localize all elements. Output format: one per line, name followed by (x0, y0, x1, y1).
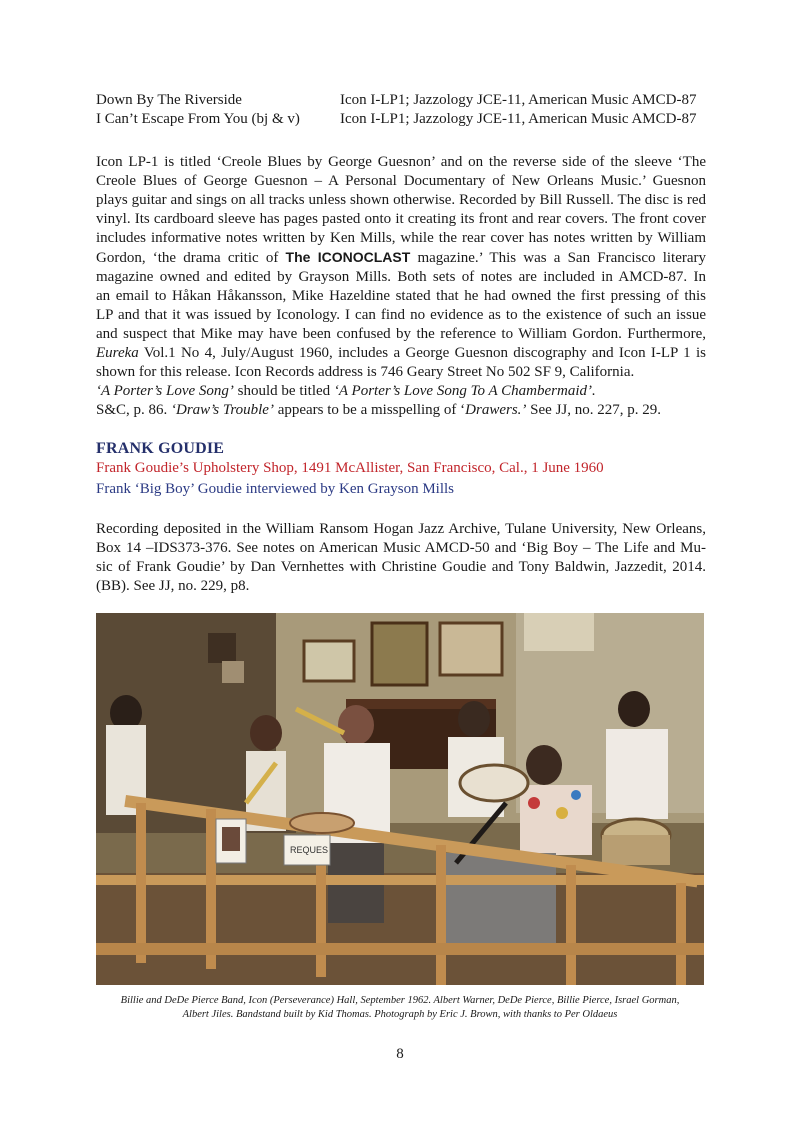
track-row (96, 91, 706, 110)
text-fragment: See JJ, no. 227, p. 29. (530, 402, 662, 418)
text-line (96, 382, 706, 401)
text-fragment: Vol.1 No 4, July/August 1960, includes a George Guesnon discography and Icon I-LP 1 is (143, 345, 706, 361)
text-line: plays guitar and sings on all tracks unless shown otherwise. Recorded by Bill Russell. The disc is red (96, 192, 706, 208)
text-line: LP and that it was issued by Iconology. I can find no evidence as to the existence of such an issue (96, 307, 706, 323)
text-line: vinyl. Its cardboard sleeve has pages pasted onto it creating its front and rear covers. The front cover (96, 211, 706, 227)
text-fragment: S&C, p. 86. (96, 402, 168, 418)
song-title: ‘A Porter’s Love Song’ (96, 383, 234, 399)
text-line: magazine owned and edited by Grayson Mills. Both sets of notes are included in AMCD-87. In (96, 269, 706, 285)
band-photo-illustration (96, 613, 704, 985)
text-line: includes informative notes written by Ken Mills, while the rear cover has notes written by William (96, 230, 706, 246)
request-sign-text: REQUES (290, 845, 329, 855)
photo-caption (96, 994, 704, 1022)
song-title: ‘Draw’s Trouble’ (171, 402, 274, 418)
track-title: I Can’t Escape From You (bj & v) (96, 111, 300, 127)
text-line: Icon LP-1 is titled ‘Creole Blues by George Guesnon’ and on the reverse side of the sleeve ‘The (96, 154, 706, 170)
track-issue: Icon I-LP1; Jazzology JCE-11, American Music AMCD-87 (340, 111, 697, 127)
band-photograph (96, 613, 704, 985)
text-line: Creole Blues of George Guesnon – A Personal Documentary of New Orleans Music.’ Guesnon (96, 173, 706, 189)
liner-notes-paragraph (96, 153, 706, 420)
caption-line: Billie and DeDe Pierce Band, Icon (Perseverance) Hall, September 1962. Albert Warner, DeDe Pierce, Billie Pierce, Israel Gorman, (120, 995, 680, 1006)
recording-paragraph (96, 520, 706, 596)
magazine-name: The ICONOCLAST (285, 249, 411, 265)
text-line (96, 248, 706, 268)
text-line (96, 401, 706, 420)
session-description: Frank ‘Big Boy’ Goudie interviewed by Ken Grayson Mills (96, 481, 455, 497)
text-line: an email to Håkan Håkansson, Mike Hazeldine stated that he had owned the first pressing of this (96, 288, 706, 304)
text-line: Recording deposited in the William Ransom Hogan Jazz Archive, Tulane University, New Orleans, (96, 521, 706, 537)
song-title: Drawers.’ (465, 402, 527, 418)
page-number: 8 (396, 1046, 404, 1062)
text-fragment: magazine.’ This was a San Francisco literary (417, 250, 707, 266)
text-line: sic of Frank Goudie’ by Dan Vernhettes with Christine Goudie and Tony Baldwin, Jazzedit, 2014. (96, 559, 706, 575)
text-fragment: should be titled (237, 383, 331, 399)
track-title: Down By The Riverside (96, 92, 242, 108)
text-fragment: Gordon, ‘the drama critic of (96, 250, 279, 266)
text-line: shown for this release. Icon Records address is 746 Geary Street No 502 SF 9, California. (96, 364, 635, 380)
text-line (96, 344, 706, 363)
session-location: Frank Goudie’s Upholstery Shop, 1491 McAllister, San Francisco, Cal., 1 June 1960 (96, 460, 604, 476)
text-fragment: appears to be a misspelling of ‘ (277, 402, 466, 418)
track-issue: Icon I-LP1; Jazzology JCE-11, American Music AMCD-87 (340, 92, 697, 108)
song-title: ‘A Porter’s Love Song To A Chambermaid’. (333, 383, 596, 399)
section-heading: FRANK GOUDIE (96, 440, 225, 457)
track-row (96, 110, 706, 129)
journal-title: Eureka (96, 345, 139, 361)
caption-line: Albert Jiles. Bandstand built by Kid Thomas. Photograph by Eric J. Brown, with thanks to Per Oldaeus (182, 1009, 618, 1020)
text-line: Box 14 –IDS373-376. See notes on American Music AMCD-50 and ‘Big Boy – The Life and Mu- (96, 540, 706, 556)
track-list (96, 91, 706, 129)
text-line: (BB). See JJ, no. 229, p8. (96, 578, 250, 594)
text-line: and suspect that Mike may have been confused by the reference to William Gordon. Furthermore, (96, 326, 706, 342)
